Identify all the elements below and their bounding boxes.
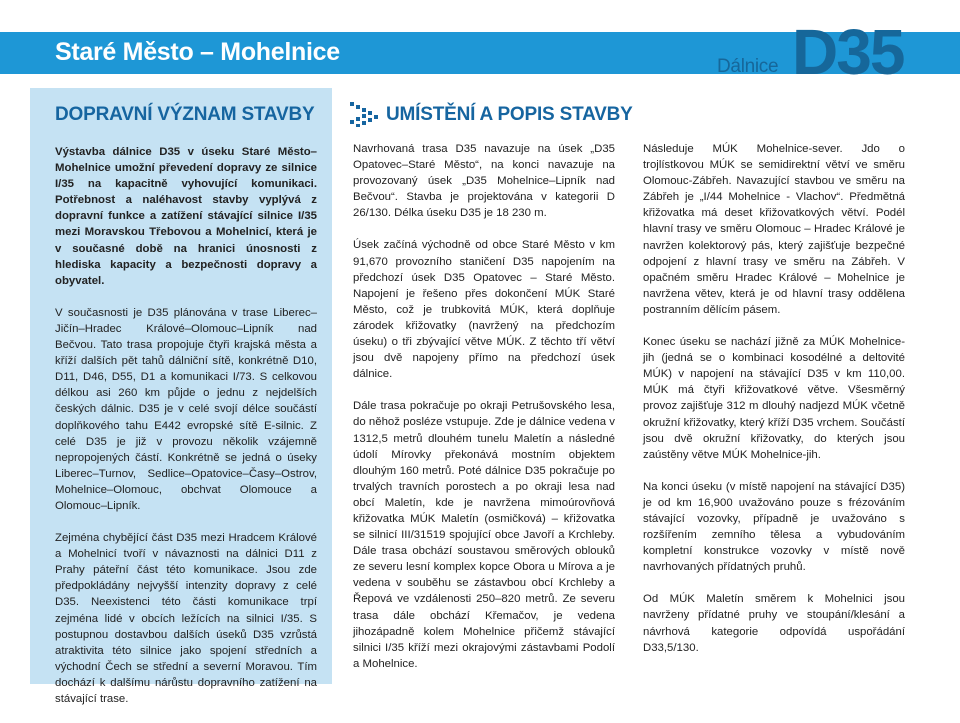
- paragraph: Úsek začíná východně od obce Staré Město v km 91,670 provozního staničení D35 napojením na předchozí úsek D35 Opatovec – Staré Město. Napojení je řešeno přes dokončení MÚK Staré Město, což je trubkovitá MÚK, která doplňuje zárodek křižovatky (navržený na předchozím úseku) o tři zbývající větve MÚK. Z těchto tří větví jsou dvě napojeny přímo na předchozí úsek dálnice.: [353, 239, 615, 381]
- paragraph: Následuje MÚK Mohelnice-sever. Jdo o trojlístkovou MÚK se semidirektní větví ve směru Olomouc-Zábřeh. Navazující stavbou ve směru na Zábřeh je „I/44 Mohelnice - Vlachov“. Předmětná křižovatka má deset křižovatkových větví. Podél hlavní trasy ve směru Olomouc – Hradec Králové je navržen kolektorový pás, který zajišťuje bezpečné odpojení z hlavní trasy ve směru na Zábřeh. V opačném směru Hradec Králové – Mohelnice je navržena větev, která je od hlavní trasy oddělena postranním dělícím pásem.: [643, 143, 905, 316]
- lead-paragraph: Výstavba dálnice D35 v úseku Staré Město–Mohelnice umožní převedení dopravy ze silnice I/35 na kapacitně vyhovující komunikaci. Potřebnost a naléhavost stavby vyplývá z dopravní funkce a zatížení stávající silnice I/35 mezi Moravskou Třebovou a Mohelnicí, která je v současné době na hranici únosnosti z hlediska kapacity a bezpečnosti dopravy a obyvatel.: [55, 146, 317, 287]
- text-column-right: [643, 141, 905, 672]
- dots-arrow-icon: [349, 100, 379, 128]
- paragraph: V současnosti je D35 plánována v trase Liberec–Jičín–Hradec Králové–Olomouc–Lipník nad Bečvou. Tato trasa propojuje čtyři krajská města a kříží dalších pět tahů dálniční sítě, konkrétně D10, D11, D46, D55, D1 a komunikaci I/73. S celkovou délkou asi 260 km půjde o jednu z nejdelších českých dálnic. D35 je v celé svojí délce součástí doplňkového tahu E442 evropské sítě E-silnic. Z celé D35 je již v provozu několik vzájemně nepropojených částí. Konkrétně se jedná o úseky Liberec–Turnov, Sedlice–Opatovice–Časy–Ostrov, Mohelnice–Olomouc, obchvat Olomouce a Olomouc–Lipník.: [55, 306, 317, 512]
- paragraph: Dále trasa pokračuje po okraji Petrušovského lesa, do něhož posléze vstupuje. Zde je dálnice vedena v 1312,5 metrů dlouhém tunelu Maletín a následné údolí Mírovky překonává mostním objektem dlouhým 160 metrů. Poté dálnice D35 pokračuje po trvalých travních porostech a po okraji lesa nad obcí Maletín, kde je navržena mimoúrovňová křižovatka MÚK Maletín (osmičková) – křižovatka se silnicí III/31519 spojující obce Javoří a Krchleby. Dále trasa obchází soustavou směrových oblouků ze severu lesní komplex kopce Obora u Mírova a je vedena v souběhu se zástavbou obcí Krchleby a Řepová ve vzdálenosti 250–820 metrů. Ze severu trasa dále obchází Křemačov, je vedena jihozápadně kolem Mohelnice přičemž stávající silnici I/35 kříží mezi okrajovými zástavbami Podolí a Mohelnice.: [353, 400, 615, 670]
- paragraph: Zejména chybějící část D35 mezi Hradcem Králové a Mohelnicí tvoří v návaznosti na dálnici D11 z Prahy páteřní část této komunikace. Jsou zde předpokládány nejvyšší intenzity dopravy z celé D35. Neexistenci této části komunikace trpí zejména lidé v obcích ležících na silnici I/35. S postupnou dostavbou dalších úseků D35 vzrůstá atraktivita této silnice jako spojení středních a východní Čech se střední a severní Moravou. Tím dochází k dalšímu nárůstu dopravního zatížení na stávající trase.: [55, 532, 317, 705]
- section-heading-location: UMÍSTĚNÍ A POPIS STAVBY: [386, 104, 633, 125]
- brand-code: D35: [792, 16, 904, 88]
- brand-word: Dálnice: [717, 56, 779, 77]
- page-title: Staré Město – Mohelnice: [55, 38, 340, 66]
- text-column-left: [55, 144, 317, 723]
- text-column-middle: [353, 141, 615, 688]
- paragraph: Navrhovaná trasa D35 navazuje na úsek „D35 Opatovec–Staré Město“, na konci navazuje na provozovaný úsek „D35 Mohelnice–Lipník nad Bečvou“. Stavba je projektována v kategorii D 26/130. Délka úseku D35 je 18 230 m.: [353, 143, 615, 220]
- paragraph: Od MÚK Maletín směrem k Mohelnici jsou navrženy přídatné pruhy ve stoupání/klesání a návrhová kategorie odpovídá uspořádání D33,5/130.: [643, 593, 905, 654]
- paragraph: Konec úseku se nachází jižně za MÚK Mohelnice-jih (jedná se o kombinaci kosodélné a deltovité MÚK) v napojení na stávající D35 v km 110,00. MÚK má čtyři křižovatkové větve. Všesměrný provoz zajišťuje 312 m dlouhý nadjezd MÚK včetně okružní křižovatky, který kříží D35 vrchem. Součástí jsou dvě okružní křižovatky, do kterých jsou zaústěny větve MÚK Mohelnice-jih.: [643, 336, 905, 461]
- section-heading-traffic: DOPRAVNÍ VÝZNAM STAVBY: [55, 104, 315, 125]
- paragraph: Na konci úseku (v místě napojení na stávající D35) je od km 16,900 uvažováno pouze s frézováním stávající vozovky, případně je uvažováno s rozšířením zemního tělesa a vybudováním kompletní konstrukce vozovky v místě nově navrhovaných přídatných pruhů.: [643, 480, 905, 574]
